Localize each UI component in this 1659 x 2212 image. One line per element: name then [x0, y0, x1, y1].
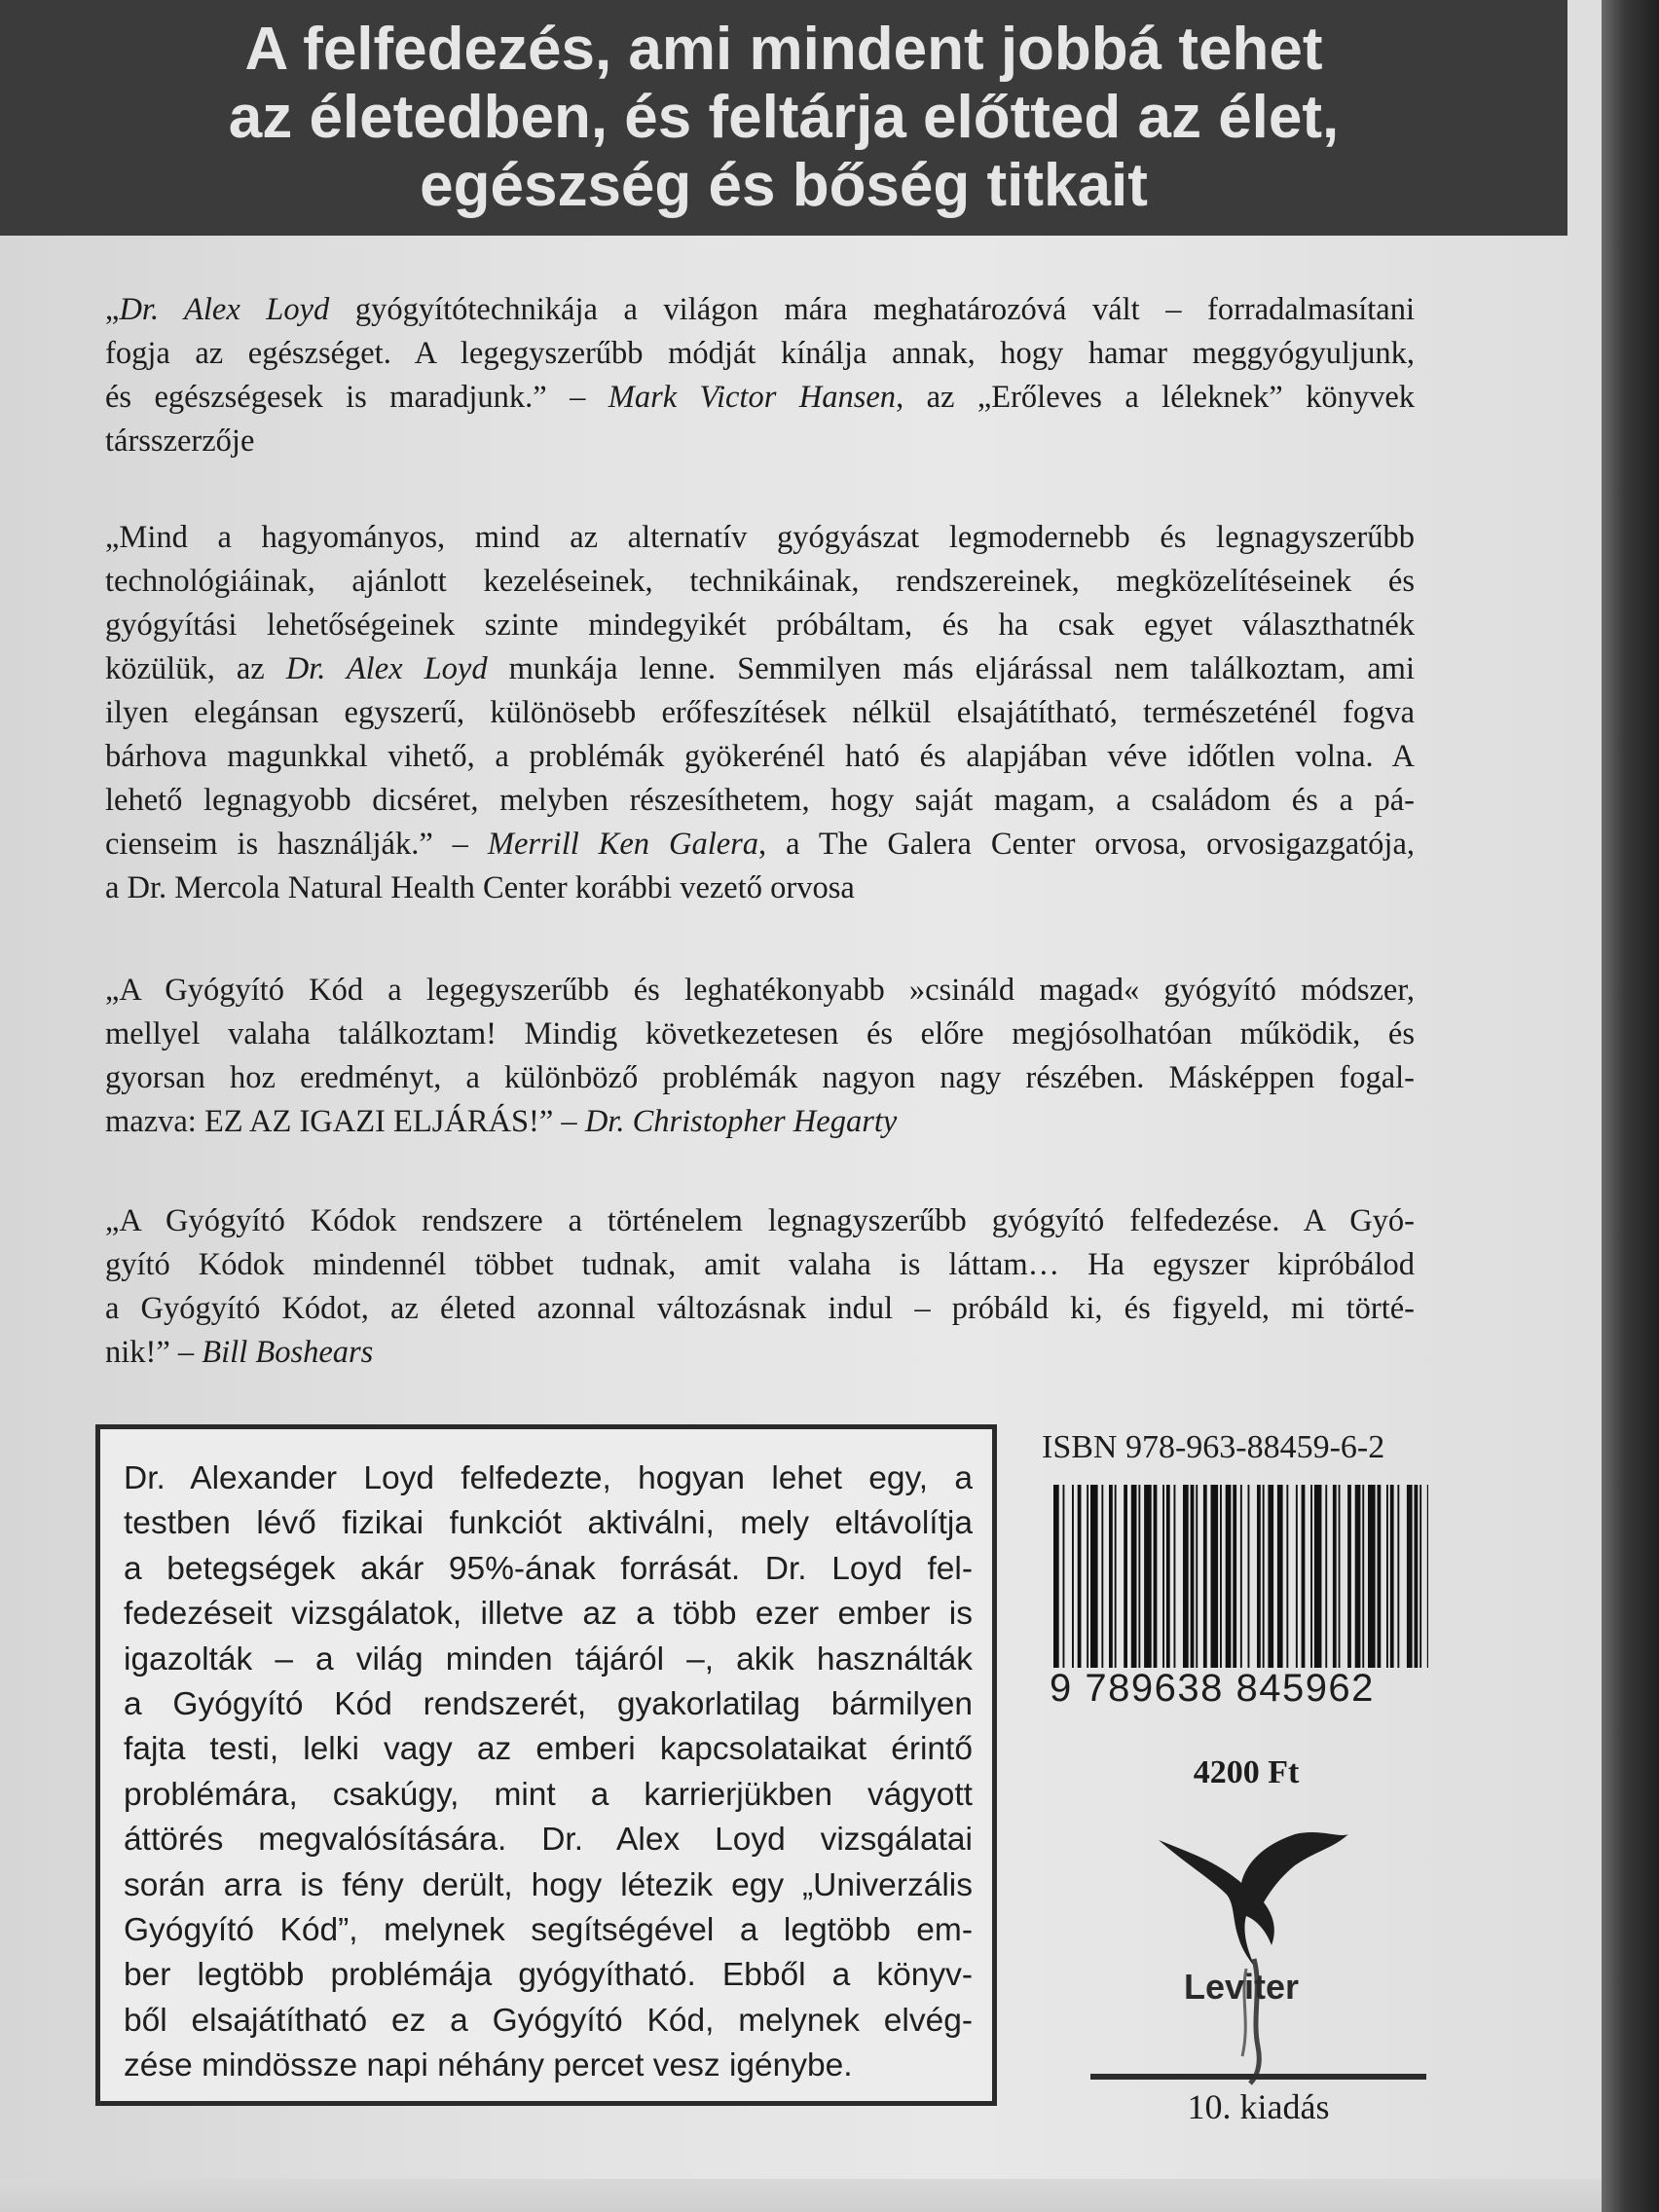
quote-line [105, 691, 1415, 735]
testimonial-quote [105, 516, 1415, 910]
quote-text: ilyen elegánsan egyszerű, különösebb erőfeszítések nélkül elsajátítható, természeténél fogva [105, 695, 1415, 730]
barcode-bar [1296, 1485, 1298, 1668]
quote-text: fogja az egészséget. A legegyszerűbb módját kínálja annak, hogy hamar meggyógyuljunk, [105, 336, 1415, 371]
quote-text: nik!” – [105, 1335, 203, 1370]
barcode-bar [1220, 1485, 1222, 1668]
barcode-bar [1415, 1485, 1419, 1668]
barcode-bar [1248, 1485, 1250, 1668]
headline-line: egészség és bőség titkait [420, 152, 1148, 219]
barcode-bar [1154, 1485, 1158, 1668]
barcode-bar [1347, 1485, 1351, 1668]
description-line: problémára, csakúgy, mint a karrierjükben vágyott [124, 1776, 973, 1813]
quote-text: technológiáinak, ajánlott kezeléseinek, technikáinak, rendszereinek, megközelítéseinek és [105, 564, 1415, 599]
barcode-bar [1078, 1485, 1082, 1668]
barcode-bar [1183, 1485, 1189, 1668]
quote-line [105, 516, 1415, 560]
barcode-bar [1339, 1485, 1341, 1668]
price-label: 4200 Ft [1193, 1754, 1300, 1790]
barcode-bar [1268, 1485, 1273, 1668]
quote-line [105, 647, 1415, 691]
headline-line: A felfedezés, ami mindent jobbá tehet [244, 16, 1323, 83]
quote-text: gyógyítótechnikája a világon mára meghatározóvá vált – forradalmasítani [329, 292, 1415, 327]
barcode-bar [1191, 1485, 1195, 1668]
quote-text: a Gyógyító Kódot, az életed azonnal változásnak indul – próbáld ki, és figyeld, mi törté- [105, 1291, 1415, 1326]
edition-label: 10. kiadás [1187, 2087, 1330, 2126]
barcode-bar [1233, 1485, 1236, 1668]
barcode-bar [1386, 1485, 1388, 1668]
barcode-bar [1131, 1485, 1137, 1668]
barcode-bar [1240, 1485, 1242, 1668]
quote-line [105, 1013, 1415, 1056]
quote-text: gyógyítási lehetőségeinek szinte mindegyikét próbáltam, és ha csak egyet választhatnék [105, 608, 1415, 643]
barcode-bar [1144, 1485, 1152, 1668]
barcode-bar [1211, 1485, 1219, 1668]
barcode-bar [1286, 1485, 1288, 1668]
quote-text: bárhova magunkkal vihető, a problémák gyökerénél ható és alapjában véve időtlen volna. A [105, 739, 1415, 774]
bird-logo-icon [1149, 1823, 1353, 2085]
quote-line [105, 1243, 1415, 1287]
description-line: ből elsajátítható ez a Gyógyító Kód, melynek elvég- [124, 2002, 973, 2039]
barcode-icon [1053, 1485, 1428, 1668]
quote-author: Dr. Alex Loyd [119, 292, 330, 327]
description-box [95, 1424, 997, 2106]
barcode-bar [1115, 1485, 1117, 1668]
barcode-bar [1397, 1485, 1399, 1668]
barcode-bar [1325, 1485, 1327, 1668]
barcode-bar [1355, 1485, 1361, 1668]
barcode-bar [1362, 1485, 1364, 1668]
barcode-bar [1053, 1485, 1059, 1668]
quote-line [105, 1199, 1415, 1243]
barcode-bar [1419, 1485, 1421, 1668]
barcode-bar [1407, 1485, 1413, 1668]
quote-line [105, 823, 1415, 866]
barcode-bar [1109, 1485, 1113, 1668]
headline-line: az életedben, és feltárja előtted az élet, [228, 84, 1340, 151]
divider [1090, 2074, 1426, 2080]
description-line: fedezéseit vizsgálatok, illetve az a több ezer ember is [124, 1596, 973, 1633]
testimonial-quote [105, 288, 1415, 463]
barcode-bar [1257, 1485, 1261, 1668]
quote-line [105, 332, 1415, 376]
headline-banner [0, 0, 1567, 236]
book-spine-edge [1602, 0, 1659, 2212]
quote-author: Mark Victor Hansen [608, 380, 897, 415]
quote-text: „ [105, 292, 120, 327]
barcode-bar [1090, 1485, 1098, 1668]
quote-text: mellyel valaha találkoztam! Mindig következetesen és előre megjósolhatóan működik, és [105, 1016, 1415, 1051]
quote-text: gyító Kódok mindennél többet tudnak, amit valaha is láttam… Ha egyszer kipróbálod [105, 1247, 1415, 1282]
barcode-bar [1203, 1485, 1207, 1668]
quote-line [105, 969, 1415, 1013]
barcode-bar [1302, 1485, 1306, 1668]
barcode-bar [1174, 1485, 1176, 1668]
quote-line [105, 866, 1415, 910]
quote-text: gyorsan hoz eredményt, a különböző problémák nagyon nagy részében. Másképpen fogal- [105, 1060, 1415, 1095]
barcode-bar [1368, 1485, 1376, 1668]
quote-author: Merrill Ken Galera [487, 827, 759, 862]
quote-line [105, 604, 1415, 647]
quote-author: Dr. Alex Loyd [285, 651, 488, 686]
quote-text: , az „Erőleves a léleknek” könyvek [896, 380, 1415, 415]
quote-author: Bill Boshears [202, 1335, 374, 1370]
description-line: zése mindössze napi néhány percet vesz igénybe. [124, 2047, 853, 2084]
barcode-bar [1314, 1485, 1322, 1668]
quote-line [105, 420, 1415, 463]
quote-text: cienseim is használják.” – [105, 827, 488, 862]
description-line: Gyógyító Kód”, melynek segítségével a legtöbb em- [124, 1912, 973, 1949]
isbn-label: ISBN 978-963-88459-6-2 [1042, 1429, 1385, 1465]
testimonial-quote [105, 1199, 1415, 1375]
bottom-edge [0, 2179, 1602, 2212]
barcode-bar [1263, 1485, 1265, 1668]
quote-line [105, 1287, 1415, 1331]
quote-line [105, 1100, 1415, 1144]
barcode-bar [1087, 1485, 1088, 1668]
description-line: Dr. Alexander Loyd felfedezte, hogyan lehet egy, a [124, 1460, 973, 1496]
quote-line [105, 1056, 1415, 1100]
quote-text: mazva: EZ AZ IGAZI ELJÁRÁS!” – [105, 1104, 585, 1139]
quote-text: munkája lenne. Semmilyen más eljárással nem találkoztam, ami [487, 651, 1415, 686]
description-line: ber legtöbb problémája gyógyítható. Ebből a könyv- [124, 1957, 973, 1994]
quote-text: közülük, az [105, 651, 286, 686]
barcode-bar [1427, 1485, 1428, 1668]
description-line: a Gyógyító Kód rendszerét, gyakorlatilag bármilyen [124, 1686, 973, 1723]
quote-line [105, 560, 1415, 604]
quote-text: társszerzője [105, 424, 255, 459]
quote-line [105, 1331, 1415, 1375]
barcode-bar [1063, 1485, 1065, 1668]
barcode-bar [1166, 1485, 1170, 1668]
description-line: során arra is fény derült, hogy létezik egy „Univerzális [124, 1866, 973, 1903]
quote-text: „A Gyógyító Kód a legegyszerűbb és leghatékonyabb »csináld magad« gyógyító módszer, [105, 973, 1415, 1008]
description-line: áttörés megvalósítására. Dr. Alex Loyd vizsgálatai [124, 1822, 973, 1859]
quote-text: lehető legnagyobb dicséret, melyben részesíthetem, hogy saját magam, a családom és a pá- [105, 783, 1415, 818]
description-line: a betegségek akár 95%-ának forrását. Dr. Loyd fel- [124, 1550, 973, 1587]
quote-text: és egészségesek is maradjunk.” – [105, 380, 608, 415]
quote-line [105, 779, 1415, 823]
quote-text: „A Gyógyító Kódok rendszere a történelem legnagyszerűbb gyógyító felfedezése. A Gyó- [105, 1203, 1415, 1238]
quote-text: a Dr. Mercola Natural Health Center korábbi vezető orvosa [105, 870, 855, 905]
barcode-bar [1310, 1485, 1312, 1668]
barcode-number: 9 789638 845962 [1050, 1667, 1375, 1710]
description-line: igazolták – a világ minden tájáról –, akik használták [124, 1641, 973, 1677]
barcode-bar [1138, 1485, 1140, 1668]
barcode-bar [1162, 1485, 1164, 1668]
barcode-bar [1378, 1485, 1382, 1668]
description-line: testben lévő fizikai funkciót aktiválni, mely eltávolítja [124, 1505, 973, 1542]
quote-text: „Mind a hagyományos, mind az alternatív gyógyászat legmodernebb és legnagyszerűbb [105, 520, 1415, 555]
publisher-name: Leviter [1183, 1967, 1300, 2007]
barcode-bar [1072, 1485, 1074, 1668]
testimonial-quote [105, 969, 1415, 1144]
barcode-bar [1196, 1485, 1198, 1668]
barcode-bar [1226, 1485, 1232, 1668]
quote-author: Dr. Christopher Hegarty [584, 1104, 898, 1139]
barcode-bar [1333, 1485, 1337, 1668]
quote-text: , a The Galera Center orvosa, orvosigazgatója, [758, 827, 1415, 862]
quote-line [105, 376, 1415, 420]
barcode-bar [1277, 1485, 1283, 1668]
description-line: fajta testi, lelki vagy az emberi kapcsolataikat érintő [124, 1731, 973, 1768]
quote-line [105, 288, 1415, 332]
quote-line [105, 735, 1415, 779]
barcode-bar [1390, 1485, 1394, 1668]
barcode-bar [1124, 1485, 1127, 1668]
barcode-bar [1101, 1485, 1103, 1668]
